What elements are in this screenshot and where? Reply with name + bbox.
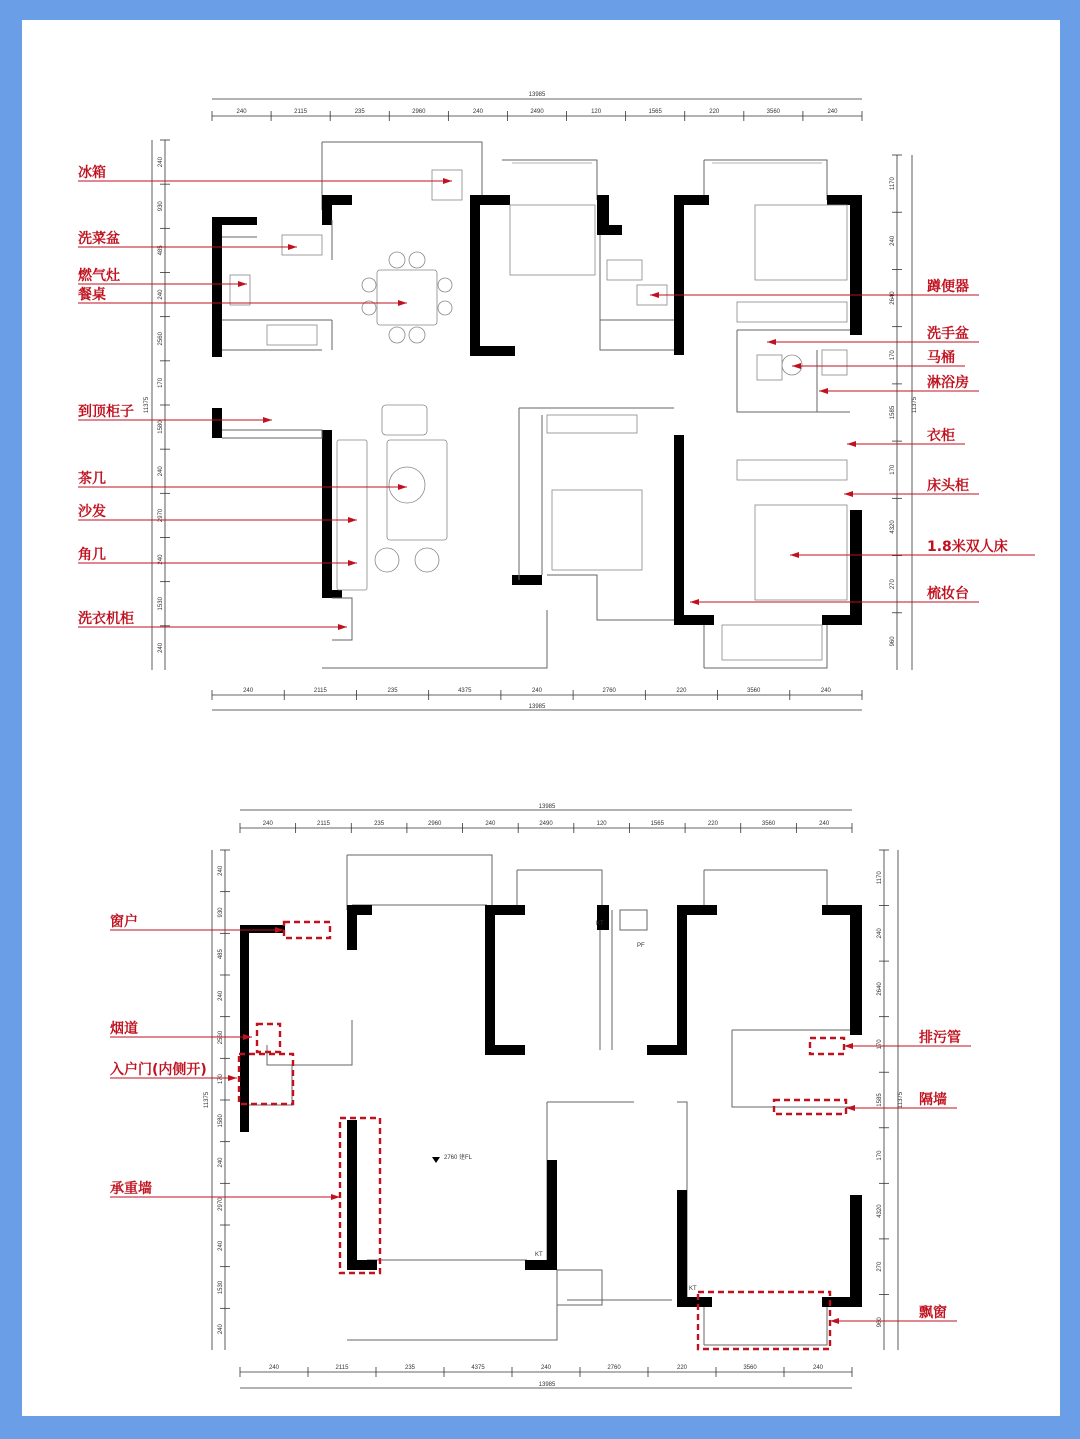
top-plan-bottom-dimensions [212, 688, 862, 700]
dimension-label: 1580 [158, 420, 164, 434]
bearing-wall-highlight [340, 1118, 380, 1273]
wall [850, 195, 862, 335]
dimension-label: 1170 [890, 177, 896, 191]
wall [850, 1195, 862, 1307]
dimension-label: 170 [158, 377, 164, 388]
kt-mark: KT [596, 921, 604, 927]
window-highlight [284, 922, 330, 938]
wall [485, 905, 495, 1055]
dimension-label: 2560 [218, 1030, 224, 1045]
dimension-label: 240 [158, 157, 164, 168]
bottom-floor-plan [109, 804, 971, 1388]
dimension-label: 170 [877, 1150, 883, 1161]
flue-highlight [257, 1024, 280, 1052]
leader-arrow-icon [844, 1043, 853, 1049]
bottom-plan-bottom-dimensions [240, 1365, 852, 1377]
dimension-label: 2560 [158, 332, 164, 346]
floor-plans [22, 20, 1060, 1416]
wall [674, 435, 684, 625]
dimension-label: 1530 [218, 1280, 224, 1295]
dimension-label: 2640 [890, 291, 896, 305]
dimension-label: 960 [877, 1317, 883, 1328]
dimension-label: 2970 [218, 1197, 224, 1211]
drain-pipe-highlight [810, 1038, 844, 1054]
kt-mark-3: KT [689, 1286, 697, 1292]
annotation-label: 飘窗 [919, 1305, 947, 1321]
top-plan-left-dimensions [158, 140, 170, 653]
dimension-label: 270 [890, 579, 896, 590]
dimension-label: 1170 [877, 871, 883, 885]
wall [212, 217, 222, 357]
wall [322, 430, 332, 590]
dimension-label: 240 [890, 235, 896, 246]
dimension-label: 120 [596, 821, 607, 827]
drawing-sheet [22, 20, 1060, 1416]
dimension-label: 240 [819, 821, 830, 827]
dining-table [362, 252, 452, 343]
wall [347, 905, 372, 915]
dimension-label: 4375 [458, 688, 472, 694]
dimension-label: 235 [354, 109, 365, 115]
dimension-label: 2960 [412, 109, 426, 115]
annotation-label: 1.8米双人床 [927, 539, 1008, 555]
wall [470, 195, 510, 205]
dimension-label: 1530 [158, 597, 164, 611]
annotation-label: 马桶 [927, 350, 955, 366]
wall [677, 1190, 687, 1307]
bottom-plan-top-dimensions [240, 821, 852, 833]
interior-wall-2 [547, 575, 674, 620]
wall [850, 510, 862, 625]
annotation-label: 梳妆台 [927, 586, 969, 602]
wall [597, 225, 622, 235]
leader-arrow-icon [767, 339, 776, 345]
annotation-label: 床头柜 [927, 478, 969, 494]
dimension-label: 3560 [761, 821, 776, 827]
leader-arrow-icon [228, 1075, 237, 1081]
annotation-label: 到顶柜子 [78, 404, 134, 420]
dimension-label: 240 [485, 821, 496, 827]
dimension-label: 485 [158, 245, 164, 256]
bp-top-total-dim: 13985 [538, 804, 556, 810]
level-mark: 2760 建FL [444, 1155, 473, 1161]
dimension-label: 240 [877, 928, 883, 939]
bp-right-total-dim: 11375 [898, 1091, 904, 1109]
dimension-label: 170 [890, 350, 896, 361]
dimension-label: 235 [404, 1365, 416, 1371]
wall [827, 195, 862, 205]
bp-shaft-2 [620, 910, 647, 930]
leader-arrow-icon [819, 388, 828, 394]
leader-arrow-icon [830, 1318, 839, 1324]
dimension-label: 270 [877, 1261, 883, 1272]
dimension-label: 2115 [335, 1365, 349, 1371]
dimension-label: 240 [472, 109, 483, 115]
dimension-label: 2115 [317, 821, 330, 827]
wall [512, 575, 542, 585]
wall [822, 1297, 862, 1307]
wall [674, 195, 684, 355]
dimension-label: 240 [218, 990, 224, 1001]
dimension-label: 235 [374, 821, 385, 827]
dimension-label: 240 [158, 466, 164, 477]
dimension-label: 220 [707, 821, 718, 827]
dimension-label: 220 [676, 1365, 688, 1371]
bp-door-swing [244, 1065, 292, 1105]
dimension-label: 930 [218, 907, 224, 918]
dimension-label: 4320 [890, 520, 896, 534]
bottom-plan-right-dimensions [877, 850, 889, 1327]
annotation-label: 承重墙 [110, 1181, 152, 1197]
leader-arrow-icon [847, 441, 856, 447]
wall [822, 905, 862, 915]
leader-arrow-icon [690, 599, 699, 605]
dimension-label: 930 [158, 201, 164, 212]
pf-mark: PF [637, 943, 645, 949]
dimension-label: 960 [890, 636, 896, 647]
wall [525, 1260, 557, 1270]
dimension-label: 235 [387, 688, 398, 694]
annotation-label: 烟道 [110, 1021, 138, 1037]
bottom-total-dim: 13985 [528, 704, 546, 710]
wall [677, 1297, 712, 1307]
annotation-label: 冰箱 [78, 165, 106, 181]
wall [822, 615, 862, 625]
dimension-label: 4320 [877, 1204, 883, 1218]
dimension-label: 485 [218, 949, 224, 960]
dimension-label: 120 [591, 109, 602, 115]
annotation-label: 沙发 [78, 504, 106, 520]
dimension-label: 240 [218, 1157, 224, 1168]
dimension-label: 220 [709, 109, 720, 115]
wall [212, 217, 257, 225]
dimension-label: 240 [827, 109, 838, 115]
bp-left-total-dim: 11375 [204, 1091, 210, 1109]
wall [547, 1160, 557, 1268]
bp-bay-window-outline [704, 1305, 827, 1345]
wall [212, 408, 222, 438]
bay-window-highlight [698, 1292, 830, 1349]
wall [470, 346, 515, 356]
leader-arrow-icon [263, 417, 272, 423]
dimension-label: 240 [243, 688, 254, 694]
wall [322, 590, 342, 598]
wall [674, 195, 709, 205]
dimension-label: 240 [540, 1365, 552, 1371]
dimension-label: 1580 [218, 1114, 224, 1128]
annotation-label: 入户门(内侧开) [110, 1062, 207, 1078]
kt-mark-2: KT [535, 1252, 543, 1258]
dimension-label: 240 [236, 109, 247, 115]
top-total-dim: 13985 [528, 92, 546, 98]
right-total-dim: 11375 [912, 396, 918, 414]
dimension-label: 1565 [650, 821, 664, 827]
dimension-label: 2640 [877, 982, 883, 996]
annotation-label: 角几 [78, 547, 106, 563]
dimension-label: 1565 [648, 109, 662, 115]
annotation-label: 洗菜盆 [78, 231, 120, 247]
laundry-cabinet [332, 598, 352, 640]
dimension-label: 220 [676, 688, 687, 694]
dimension-label: 3560 [743, 1365, 757, 1371]
wall [647, 1045, 687, 1055]
dimension-label: 4375 [471, 1365, 485, 1371]
leader-arrow-icon [331, 1194, 340, 1200]
annotation-label: 排污管 [919, 1030, 961, 1046]
wall [674, 615, 714, 625]
dimension-label: 240 [262, 821, 273, 827]
wall [470, 195, 480, 355]
annotation-label: 洗手盆 [927, 326, 969, 342]
annotation-label: 茶几 [78, 471, 106, 487]
dimension-label: 2760 [607, 1365, 621, 1371]
wall [332, 195, 352, 205]
dimension-label: 240 [812, 1365, 824, 1371]
bp-window-outline [517, 870, 827, 908]
top-plan-top-dimensions [212, 109, 862, 121]
dimension-label: 240 [158, 554, 164, 565]
top-floor-plan [77, 92, 1035, 710]
dimension-label: 1585 [877, 1093, 883, 1107]
leader-arrow-icon [846, 1105, 855, 1111]
dimension-label: 240 [158, 289, 164, 300]
annotation-label: 窗户 [110, 914, 138, 930]
annotation-label: 洗衣机柜 [78, 611, 134, 627]
tall-cabinet [222, 430, 322, 438]
wall [240, 925, 249, 1130]
dimension-label: 2490 [530, 109, 544, 115]
dimension-label: 2760 [602, 688, 616, 694]
dimension-label: 240 [218, 865, 224, 876]
dimension-label: 2490 [539, 821, 553, 827]
left-total-dim: 11375 [144, 396, 150, 414]
dimension-label: 3560 [766, 109, 781, 115]
wall [677, 905, 687, 1055]
top-plan-right-dimensions [890, 155, 902, 646]
annotation-label: 燃气灶 [78, 268, 120, 284]
annotation-label: 淋浴房 [927, 375, 969, 391]
dimension-label: 170 [877, 1039, 883, 1050]
dimension-label: 2960 [428, 821, 442, 827]
wall [322, 195, 332, 225]
bp-interior-walls [547, 910, 850, 1300]
wall [240, 1120, 249, 1132]
dimension-label: 2115 [313, 688, 327, 694]
dimension-label: 240 [218, 1240, 224, 1251]
leader-arrow-icon [844, 491, 853, 497]
leader-arrow-icon [338, 624, 347, 630]
window-outline [502, 160, 827, 200]
wall [850, 905, 862, 1035]
bottom-plan-left-annotations [109, 913, 340, 1200]
dimension-label: 2115 [294, 109, 308, 115]
annotation-label: 餐桌 [78, 287, 106, 303]
annotation-label: 蹲便器 [927, 279, 969, 295]
wall [677, 905, 717, 915]
dimension-label: 1585 [890, 405, 896, 420]
dimension-label: 240 [820, 688, 831, 694]
dimension-label: 3560 [746, 688, 761, 694]
dimension-label: 240 [531, 688, 543, 694]
dimension-label: 2970 [158, 508, 164, 523]
dimension-label: 240 [268, 1365, 280, 1371]
dimension-label: 170 [890, 464, 896, 475]
wall [485, 1045, 525, 1055]
annotation-label: 隔墙 [919, 1092, 947, 1108]
dimension-label: 240 [158, 642, 164, 653]
dimension-label: 240 [218, 1324, 224, 1335]
wall [347, 1260, 377, 1270]
dimension-label: 170 [218, 1074, 224, 1085]
level-mark-icon [432, 1157, 440, 1163]
bp-bottom-total-dim: 13985 [538, 1382, 556, 1388]
wall [347, 1120, 357, 1270]
bottom-plan-left-dimensions [218, 850, 230, 1334]
annotation-label: 衣柜 [927, 428, 955, 444]
